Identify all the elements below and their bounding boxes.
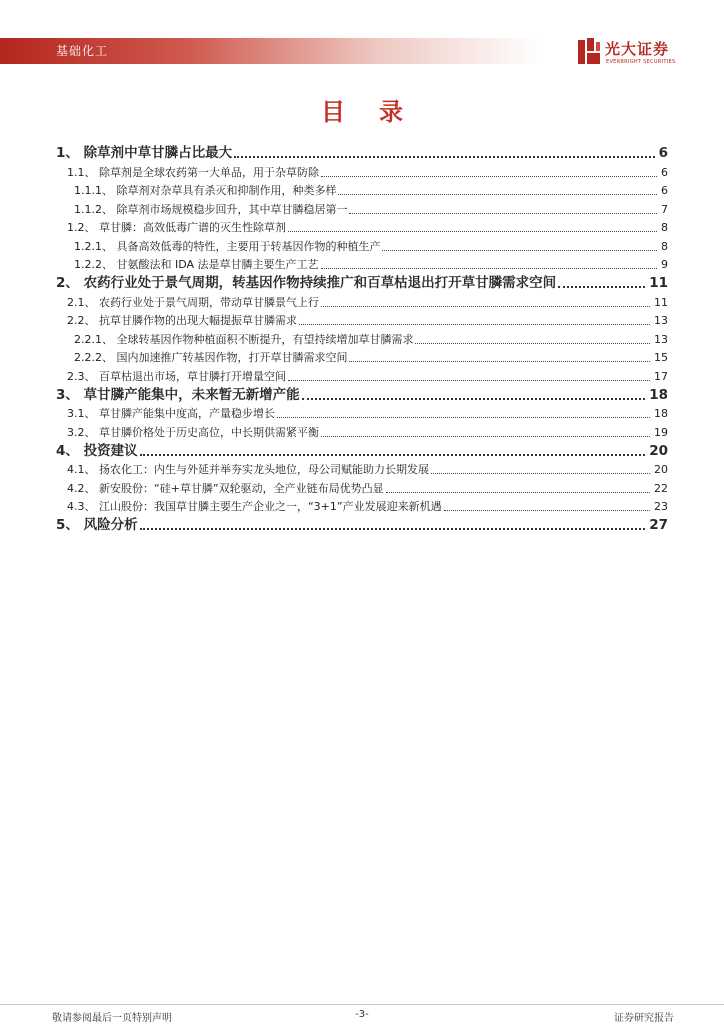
- toc-entry-level3[interactable]: [56, 180, 668, 199]
- toc-page-number: 11: [649, 275, 668, 291]
- toc-page-number: 18: [649, 386, 668, 403]
- toc-entry-title: 5、 风险分析: [56, 517, 138, 533]
- toc-entry-title: 1.2.2、 甘氨酸法和 IDA 法是草甘膦主要生产工艺: [74, 258, 319, 271]
- footer-disclaimer: 敬请参阅最后一页特别声明: [52, 1013, 172, 1024]
- toc-page-number: 6: [658, 145, 668, 161]
- toc-entry-level2[interactable]: [56, 365, 668, 384]
- toc-dot-leader: [558, 286, 645, 288]
- footer-divider: [0, 1004, 724, 1005]
- toc-page-number: 20: [649, 442, 668, 459]
- toc-entry-level2[interactable]: [56, 459, 668, 478]
- toc-page-number: 11: [654, 295, 668, 309]
- toc-page-number: 6: [661, 184, 668, 197]
- toc-dot-leader: [444, 510, 650, 511]
- toc-dot-leader: [234, 156, 655, 158]
- toc-page-number: 17: [654, 369, 668, 383]
- toc-dot-leader: [321, 176, 657, 177]
- toc-entry-level1[interactable]: [56, 142, 668, 161]
- toc-entry-title: 1.2.1、 具备高效低毒的特性，主要用于转基因作物的种植生产: [74, 239, 381, 253]
- toc-entry-level2[interactable]: [56, 217, 668, 236]
- toc-entry-level2[interactable]: [56, 291, 668, 310]
- footer-report-type: 证券研究报告: [614, 1013, 674, 1024]
- toc-dot-leader: [349, 361, 650, 362]
- toc-dot-leader: [431, 473, 650, 474]
- toc-entry-title: 1.1.2、 除草剂市场规模稳步回升，其中草甘膦稳居第一: [74, 202, 348, 216]
- everbright-logo-icon: [578, 38, 600, 66]
- toc-dot-leader: [321, 436, 650, 437]
- toc-page-number: 15: [654, 351, 668, 364]
- toc-entry-title: 2.2、 抗草甘膦作物的出现大幅提振草甘膦需求: [67, 314, 297, 327]
- toc-dot-leader: [321, 306, 650, 307]
- toc-dot-leader: [140, 528, 646, 530]
- footer-page-number: -3-: [355, 1009, 369, 1020]
- toc-entry-level3[interactable]: [56, 328, 668, 347]
- toc-dot-leader: [140, 454, 646, 456]
- toc-entry-level2[interactable]: [56, 310, 668, 329]
- toc-entry-title: 3.2、 草甘膦价格处于历史高位，中长期供需紧平衡: [67, 425, 319, 439]
- toc-entry-title: 1、 除草剂中草甘膦占比最大: [56, 145, 233, 161]
- toc-page-number: 8: [661, 221, 668, 234]
- logo-subtitle: EVERBRIGHT SECURITIES: [606, 59, 676, 65]
- toc-entry-title: 1.1、 除草剂是全球农药第一大单品，用于杂草防除: [67, 165, 319, 179]
- toc-page-number: 9: [661, 258, 668, 271]
- toc-entry-title: 2、 农药行业处于景气周期，转基因作物持续推广和百草枯退出打开草甘膦需求空间: [56, 275, 557, 291]
- toc-dot-leader: [382, 250, 657, 251]
- toc-entry-title: 2.2.2、 国内加速推广转基因作物，打开草甘膦需求空间: [74, 351, 348, 364]
- toc-entry-title: 3、 草甘膦产能集中，未来暂无新增产能: [56, 386, 300, 403]
- toc-entry-title: 4、 投资建议: [56, 442, 138, 459]
- company-logo: [578, 36, 688, 70]
- toc-page-number: 23: [654, 500, 668, 513]
- toc-dot-leader: [288, 231, 657, 232]
- toc-entry-title: 3.1、 草甘膦产能集中度高，产量稳步增长: [67, 407, 275, 420]
- section-label: 基础化工: [56, 44, 109, 58]
- toc-entry-title: 1.2、 草甘膦：高效低毒广谱的灭生性除草剂: [67, 221, 286, 234]
- toc-page-number: 13: [654, 332, 668, 346]
- toc-entry-level1[interactable]: [56, 440, 668, 459]
- toc-dot-leader: [277, 417, 650, 418]
- toc-entry-level3[interactable]: [56, 254, 668, 273]
- toc-entry-level3[interactable]: [56, 347, 668, 366]
- toc-entry-title: 4.1、 扬农化工：内生与外延并举夯实龙头地位，母公司赋能助力长期发展: [67, 463, 429, 476]
- toc-entry-title: 1.1.1、 除草剂对杂草具有杀灭和抑制作用，种类多样: [74, 184, 337, 197]
- toc-page-number: 19: [654, 425, 668, 439]
- toc-page-number: 8: [661, 239, 668, 253]
- toc-dot-leader: [302, 398, 646, 400]
- logo-name: 光大证券: [605, 40, 670, 58]
- toc-page-number: 7: [661, 202, 668, 216]
- toc-entry-level2[interactable]: [56, 161, 668, 180]
- toc-entry-level2[interactable]: [56, 403, 668, 422]
- toc-page-number: 27: [649, 517, 668, 533]
- toc-page-number: 13: [654, 314, 668, 327]
- page-title: 目录: [321, 98, 437, 126]
- toc-dot-leader: [321, 268, 657, 269]
- toc-entry-title: 4.2、 新安股份：“硅+草甘膦”双轮驱动，全产业链布局优势凸显: [67, 481, 384, 495]
- toc-entry-level2[interactable]: [56, 477, 668, 496]
- toc-entry-level3[interactable]: [56, 198, 668, 217]
- toc-entry-level1[interactable]: [56, 384, 668, 403]
- toc-dot-leader: [338, 194, 657, 195]
- toc-dot-leader: [299, 324, 650, 325]
- toc-entry-level1[interactable]: [56, 514, 668, 533]
- toc-dot-leader: [349, 213, 657, 214]
- toc-entry-title: 2.1、 农药行业处于景气周期，带动草甘膦景气上行: [67, 295, 319, 309]
- toc-entry-level2[interactable]: [56, 496, 668, 515]
- toc-dot-leader: [386, 492, 650, 493]
- toc-entry-title: 2.3、 百草枯退出市场，草甘膦打开增量空间: [67, 369, 286, 383]
- toc-dot-leader: [288, 380, 650, 381]
- toc-page-number: 6: [661, 165, 668, 179]
- toc-entry-level2[interactable]: [56, 421, 668, 440]
- toc-entry-level3[interactable]: [56, 235, 668, 254]
- toc-entry-title: 4.3、 江山股份：我国草甘膦主要生产企业之一，“3+1”产业发展迎来新机遇: [67, 500, 442, 513]
- toc-entry-title: 2.2.1、 全球转基因作物种植面积不断提升，有望持续增加草甘膦需求: [74, 332, 414, 346]
- toc-entry-level1[interactable]: [56, 272, 668, 291]
- toc-page-number: 22: [654, 481, 668, 495]
- toc-page-number: 20: [654, 463, 668, 476]
- toc-page-number: 18: [654, 407, 668, 420]
- table-of-contents: [56, 142, 668, 533]
- toc-dot-leader: [415, 343, 650, 344]
